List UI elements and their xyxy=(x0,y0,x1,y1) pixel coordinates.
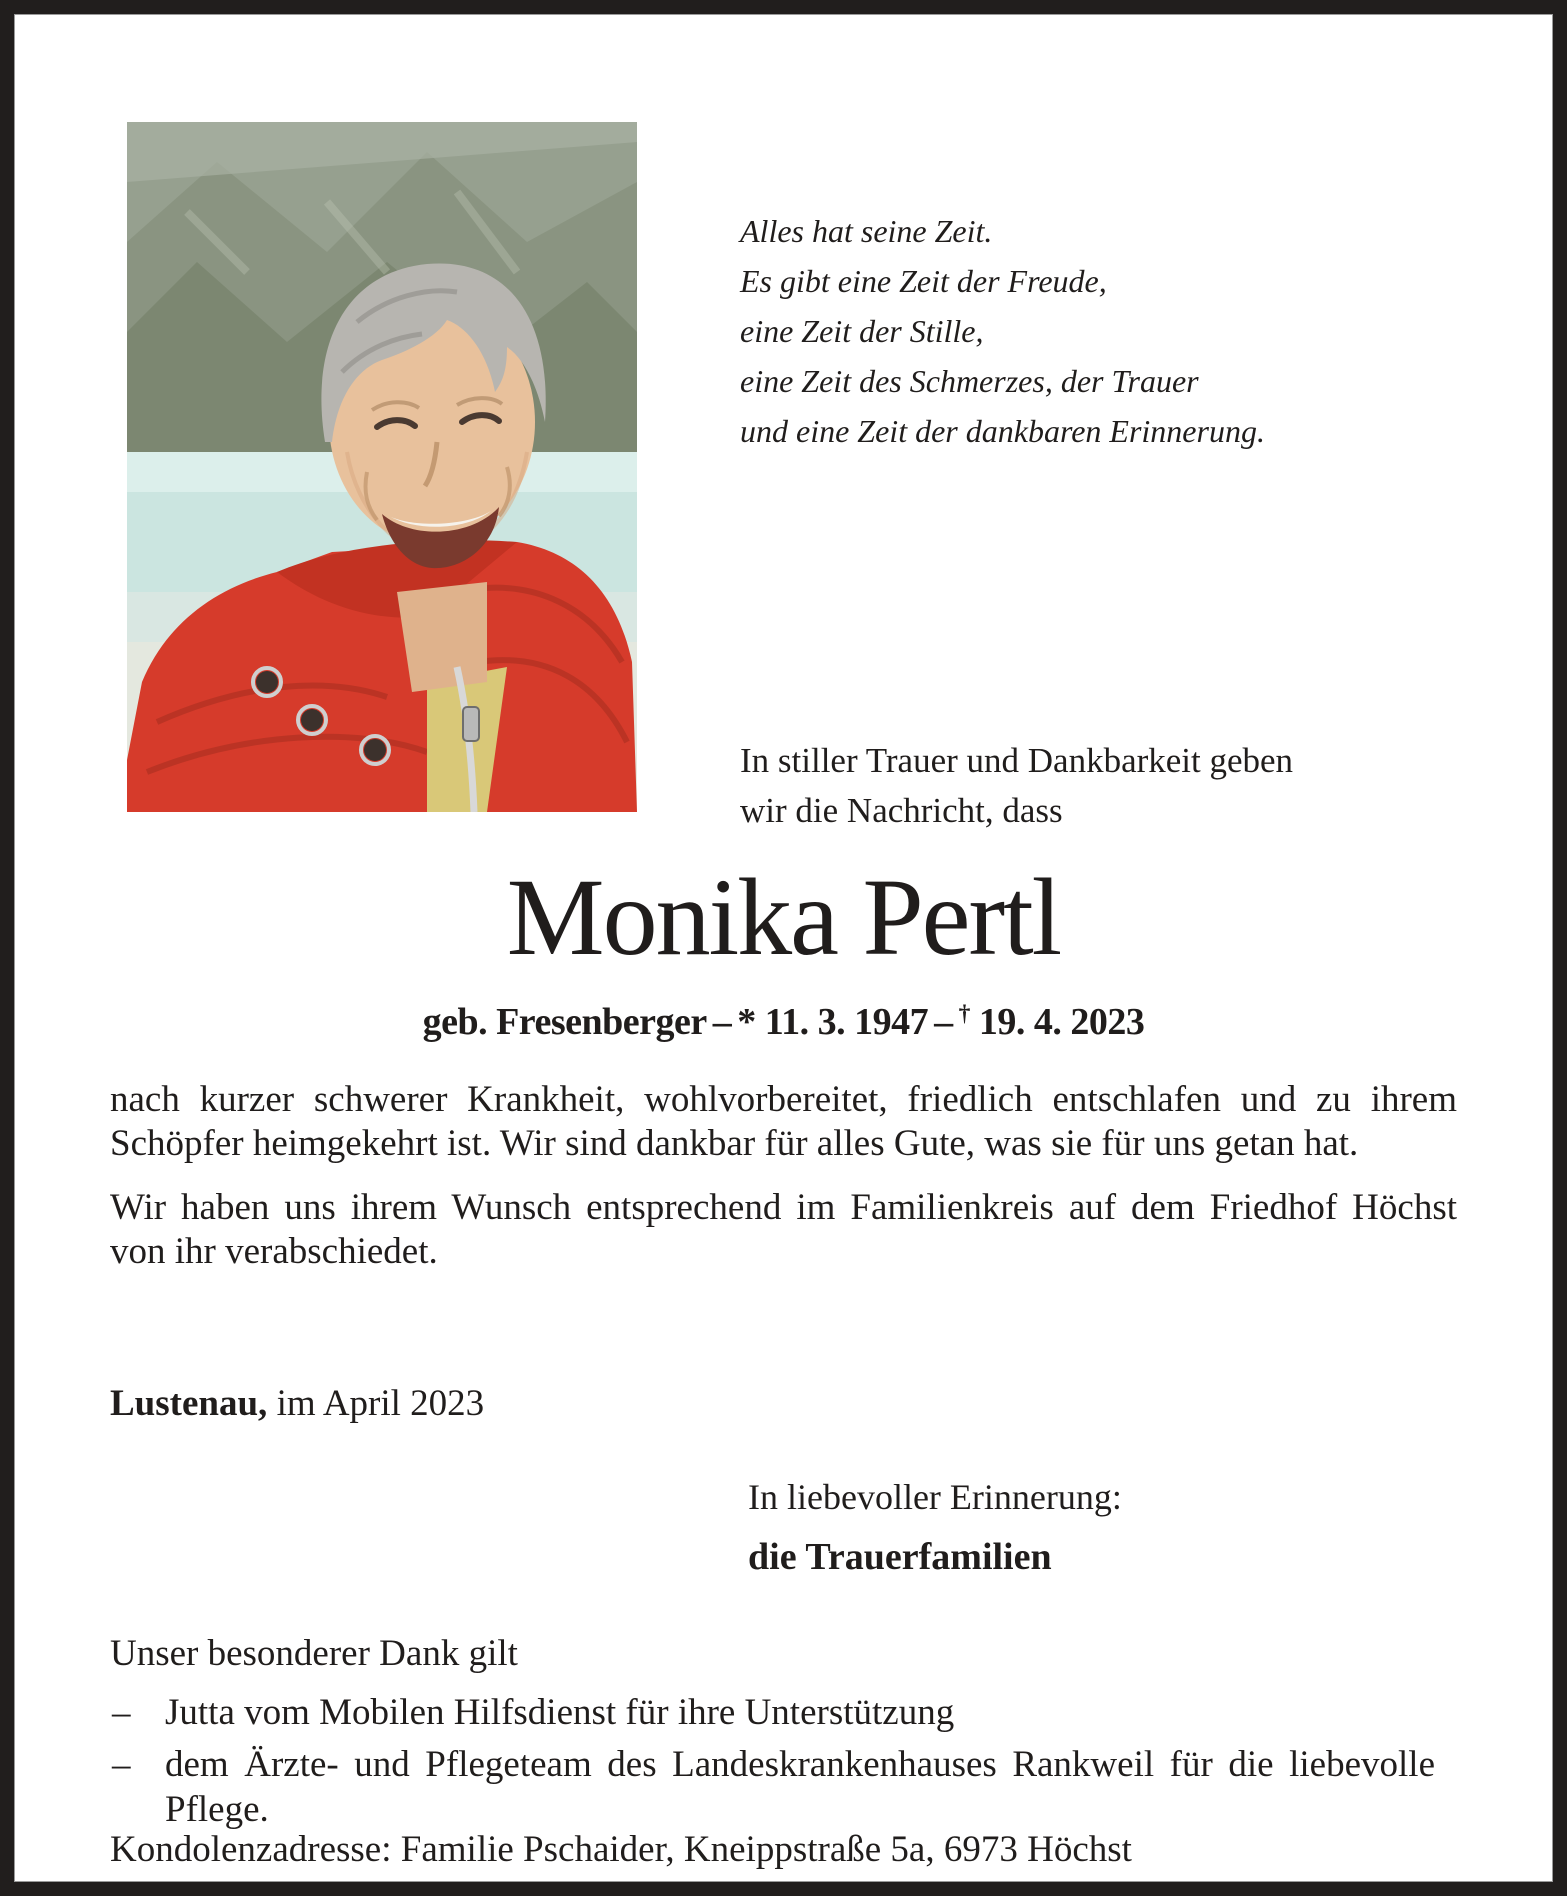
maiden-name: geb. Fresenberger xyxy=(422,1001,707,1043)
birth-date: 11. 3. 1947 xyxy=(764,1001,929,1043)
thanks-item xyxy=(110,1742,1470,1832)
list-dash: – xyxy=(112,1692,131,1733)
poem-line: eine Zeit der Stille, xyxy=(740,313,984,349)
death-symbol: † xyxy=(958,1000,970,1027)
thanks-item-text: dem Ärzte- und Pflegeteam des Landeskrankenhauses Rankweil für die liebevolle Pflege. xyxy=(165,1744,1435,1830)
intro-line: wir die Nachricht, dass xyxy=(740,791,1063,830)
announcement-body xyxy=(110,1078,1457,1274)
thanks-item xyxy=(110,1690,1470,1735)
intro-line: In stiller Trauer und Dankbarkeit geben xyxy=(740,741,1294,780)
thanks-item-text: Jutta vom Mobilen Hilfsdienst für ihre Unterstützung xyxy=(165,1692,955,1733)
deceased-name: Monika Pertl xyxy=(506,856,1061,978)
poem-line: Es gibt eine Zeit der Freude, xyxy=(740,263,1107,299)
separator-dash: – xyxy=(712,1001,732,1043)
body-paragraph-1: nach kurzer schwerer Krankheit, wohlvorbereitet, friedlich entschlafen und zu ihrem Schöpfer heimgekehrt ist. Wir sind dankbar für alles Gute, was sie für uns getan hat. xyxy=(110,1079,1457,1164)
thanks-list xyxy=(110,1690,1470,1839)
poem-line: eine Zeit des Schmerzes, der Trauer xyxy=(740,363,1199,399)
body-paragraph-2: Wir haben uns ihrem Wunsch entsprechend im Familienkreis auf dem Friedhof Höchst von ihr verabschiedet. xyxy=(110,1187,1457,1272)
list-dash: – xyxy=(112,1744,131,1785)
condolence-address: Kondolenzadresse: Familie Pschaider, Kneippstraße 5a, 6973 Höchst xyxy=(110,1829,1132,1870)
dateline-place: Lustenau, xyxy=(110,1383,268,1424)
poem-line: Alles hat seine Zeit. xyxy=(740,213,993,249)
poem-line: und eine Zeit der dankbaren Erinnerung. xyxy=(740,413,1265,449)
dateline-date: im April 2023 xyxy=(267,1383,485,1424)
remembrance-block xyxy=(748,1476,1122,1581)
poem xyxy=(740,206,1265,456)
mourning-families: die Trauerfamilien xyxy=(748,1536,1052,1579)
death-date: 19. 4. 2023 xyxy=(978,1001,1145,1043)
dateline xyxy=(110,1382,484,1425)
remembrance-line: In liebevoller Erinnerung: xyxy=(748,1477,1122,1517)
portrait-photo xyxy=(127,122,637,812)
portrait-photo-illustration xyxy=(127,122,637,812)
thanks-heading: Unser besonderer Dank gilt xyxy=(110,1633,518,1674)
birth-symbol: * xyxy=(737,1001,756,1043)
separator-dash: – xyxy=(934,1001,953,1043)
vitals-line xyxy=(14,1000,1553,1044)
intro-text xyxy=(740,736,1293,836)
